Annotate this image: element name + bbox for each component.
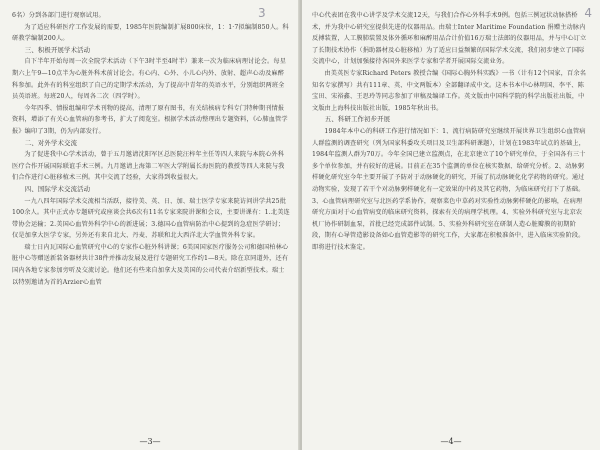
left-page-paragraph: 6名）分到各部门进行观察试用。 — [12, 12, 105, 19]
left-page-paragraph: 一九八四年国际学术交流相当活跃，接待美、英、日、加、瑞士医学专家来院访问讲学共25批100余人。其中正式办专题研究或座谈会共6次有11名专家来院讲课和会议，主要讲课有：1.北美连带协会运输；2.美国心血管外科学中心的新进展；3.德国心血管病防治中心提到的急症医学研讨；仅是加拿大医学专家，另外还有来自北大、丹麦、苏联和北大西洋北大学血管外科专家。 — [12, 197, 290, 240]
right-page-paragraph: 由美英医专家Richard Peters 教授合编《国际心胸外科实践》一书（计有12个国家，百余名知名专家撰写）共有111章、英、中文两版本）全部翻译成中文。这本书本中心林明国、李平、陈宝田、宋裕鑫、王思玲等同志参加了审稿及编译工作。英文版由中国科学院的科学出版社出版，中文版由上海科技出版社出版，1985年秋出书。 — [312, 69, 587, 112]
left-page-number: —3— — [139, 437, 161, 446]
right-page-paragraph: 中心代表团在我中心讲学及学术交流12天，与我们合作心外科手术9例。包括三例冠状动脉搭桥术，并为我中心研究室提供先进的仪器用品。由瑞士Inter Maritime Foundation 捐赠主动脉内反搏装置，人工膜肺装置及体外循环和麻醉用品合计价值16万瑞士法郎的仪器用品，并与中心订立了长期技术协作（捐助器材及心脏移植）为了适应日益频繁的国际学术交流，我们初步建立了国际交流中心，计划加强接待各国外来医学专家和学者开展国际交流业务。 — [312, 12, 587, 66]
left-page-paragraph: 自下半年开始每周一次全院学术活动（下午3时半至4时半）兼来一次为临床病理讨论会。每星期六上午9—10点半为心脏外科术前讨论会。有心内、心外、小儿心内外、放射、超声心动及麻醉科参加。此外有的科室组织了自己的定期学术活动，为了提高中青年的英语水平，分别组织两班全员英语班。每班20人，每周各二次（四学时）。 — [12, 58, 287, 101]
left-page-paragraph: 瑞士日内瓦国际心血管研究中心的专家作心脏外科讲课；6美国国家医疗服务公司和德国柏林心脏中心等赠送新装备器材共计38件并推动发展及进行专题研究工作约1—8天。除在京同道外，还有国内各地专家参加旁听及交流讨论。他们还有些来自加拿大及美国的公司代表介绍新型技术。瑞士以特别邀请为首的Arzier心血管 — [12, 243, 289, 286]
right-page — [302, 0, 600, 450]
left-page-section-heading: 三、积极开展学术活动 — [24, 45, 91, 54]
right-page-section-heading: 五、科研工作初步开展 — [324, 115, 391, 124]
left-pen-mark: 3 — [258, 6, 266, 20]
left-page-paragraph: 为了促进我中心学术活动，曾于五月邀请沈阳军区总医院汪梓年主任等四人来院与本院心外科医疗合作开展国际联谊手术三例。九月邀请上海第二军医大学附属长海医院的教授等四人来院与我们合作进行心脏移植术三例。其中交流了经验，大家得到收益很大。 — [12, 151, 285, 182]
left-page-text — [12, 10, 290, 430]
left-page-section-heading: 二、对外学术交流 — [24, 138, 78, 147]
right-page-text — [312, 10, 588, 430]
left-page-section-heading: 四、国际学术交流活动 — [24, 184, 91, 193]
right-page-paragraph: 1984年本中心的科研工作进行情况如下：1、流行病防研究室继续开展世界卫生组织心血管病人群监测的调查研究（列为国家科委攻关项目及卫生部科研课题），计划在1983年试点的基础上，1984年监测人群为70万。今年全国已建立监测点，在北京建立了10个研究单位，于全国各有三十多个单位参加，并有较好的进展。目前正在35个监测的单位在核实数据、给研究分析。2、动脉粥样硬化研究室今年主要开展了予防对于动脉硬化的研究，开展了抗动脉硬化化学药物的研究。通过动物实验，发现了若干个对动脉粥样硬化有一定效果的中药及其它药物，为临床研究打下了基础。3、心血管病理研究室与北医药学系协作，观察菜色中草药对实验性动脉粥样硬化的影响，在病理研究方面对于心血管病变的临床研究资料，探索有关的病理学机理。4、实验外科研究室与北京农机厂协作研制血泵，首批已经完成部件试制。5、实验外科研究室在研制人造心脏瓣膜的初期阶段，期有心导管造影设备如心血管造影等的研究工作，大家都在积极准备中，进入临床实验阶段。即将进行技术鉴定。 — [312, 127, 586, 251]
left-page-paragraph: 为了适应科研医疗工作发展的需要，1985年医院编制扩展800床位，1：1·7拟编制850人。科研教学编制200人。 — [12, 23, 289, 43]
left-page-paragraph: 今年四季、情报组编印学术刊物的提高，清理了原有图书，有关结核病专科专门特种期刊情报资料，增添了有关心血管病的参考书，扩大了阅览室。根据学术活动整理出专题资料，《心肺血管学报》编印了3期，仍为内部发行。 — [12, 104, 288, 135]
right-pen-mark: 4 — [584, 6, 592, 20]
right-page-number: —4— — [440, 437, 462, 446]
